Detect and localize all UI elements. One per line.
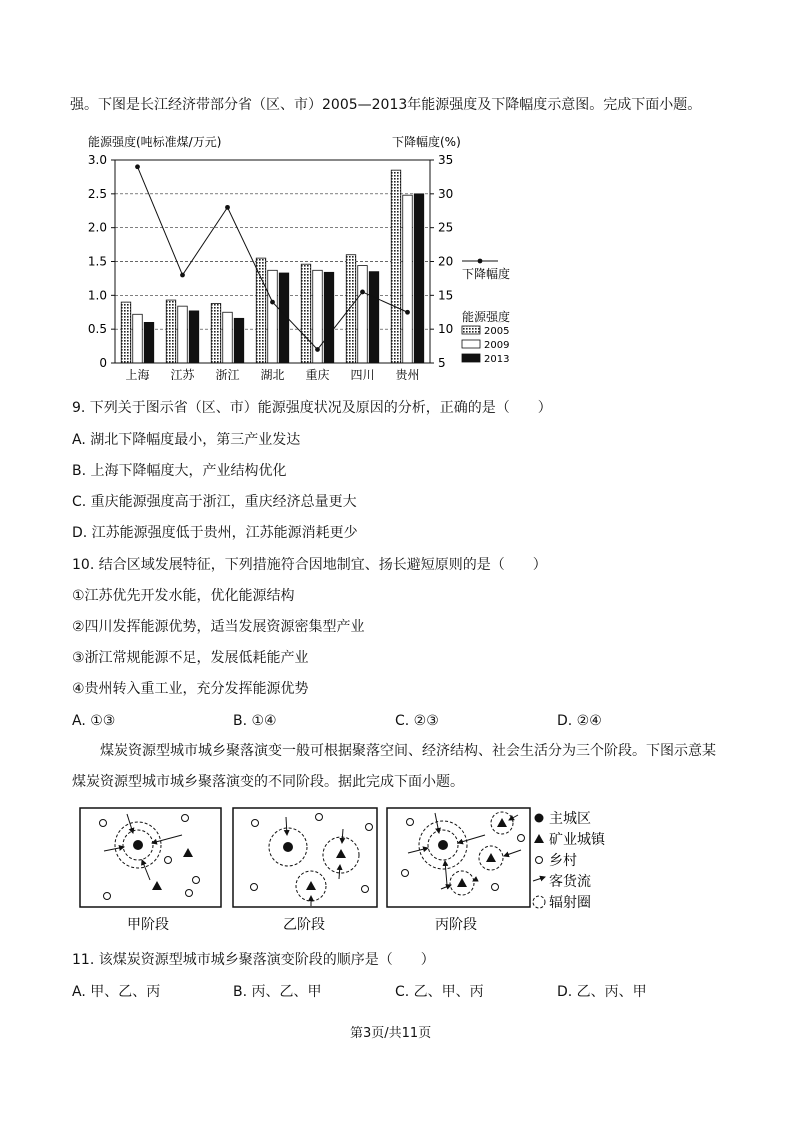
left-tick-label: 2.5 <box>87 186 107 201</box>
page-footer: 第3页/共11页 <box>350 1026 432 1041</box>
category-label: 浙江 <box>215 368 240 380</box>
legend-main-city-icon <box>535 814 544 823</box>
bar-2013-1 <box>189 311 199 363</box>
q11-option-b: B. 丙、乙、甲 <box>233 984 322 1000</box>
bar-2005-5 <box>346 255 356 363</box>
legend-2013-swatch <box>462 354 480 362</box>
right-tick-label: 20 <box>438 254 454 269</box>
q11-stem: 11. 该煤炭资源型城市城乡聚落演变阶段的顺序是（ ） <box>72 952 435 968</box>
bar-2009-5 <box>358 266 368 363</box>
legend-flow-label: 客货流 <box>549 874 591 890</box>
q9-option-c: C. 重庆能源强度高于浙江，重庆经济总量更大 <box>72 494 357 510</box>
stage-jia-label: 甲阶段 <box>127 917 169 933</box>
q10-item-2: ②四川发挥能源优势，适当发展资源密集型产业 <box>72 619 365 635</box>
bar-2009-3 <box>268 270 278 363</box>
bar-2009-6 <box>403 195 413 363</box>
category-label: 湖北 <box>260 368 285 380</box>
right-tick-label: 35 <box>438 153 454 167</box>
stage-yi-panel <box>233 808 377 907</box>
legend-2009-label: 2009 <box>484 340 510 351</box>
right-tick-label: 25 <box>438 220 454 235</box>
legend-radiation-label: 辐射圈 <box>549 895 591 911</box>
decline-point <box>180 273 185 278</box>
bar-2005-1 <box>166 300 176 363</box>
legend-line-marker <box>478 259 483 264</box>
passage-line-2: 煤炭资源型城市城乡聚落演变的不同阶段。据此完成下面小题。 <box>72 774 464 790</box>
bar-2005-0 <box>121 302 131 363</box>
bar-2013-2 <box>234 318 244 363</box>
left-axis-title: 能源强度(吨标准煤/万元) <box>88 135 222 149</box>
legend-flow-icon <box>533 877 545 881</box>
right-tick-label: 30 <box>438 186 454 201</box>
bar-2009-0 <box>133 314 143 363</box>
legend-2013-label: 2013 <box>484 354 510 365</box>
legend-village-icon <box>536 857 543 864</box>
decline-point <box>405 310 410 315</box>
stage-yi-label: 乙阶段 <box>283 917 325 933</box>
bar-2009-1 <box>178 306 188 363</box>
q10-item-1: ①江苏优先开发水能，优化能源结构 <box>72 588 295 604</box>
q11-option-c: C. 乙、甲、丙 <box>395 984 484 1000</box>
q9-option-d: D. 江苏能源强度低于贵州，江苏能源消耗更少 <box>72 525 358 541</box>
right-axis-title: 下降幅度(%) <box>392 135 461 149</box>
left-tick-label: 1.5 <box>87 254 107 269</box>
bar-2005-4 <box>301 264 311 363</box>
bar-2013-4 <box>324 272 334 363</box>
bar-2013-6 <box>414 194 424 363</box>
legend-main-city-label: 主城区 <box>549 811 591 827</box>
legend-line-label: 下降幅度 <box>462 267 511 281</box>
decline-point <box>225 205 230 210</box>
bar-2005-6 <box>391 170 401 363</box>
stage-bing-panel <box>387 808 530 907</box>
q11-option-a: A. 甲、乙、丙 <box>72 984 161 1000</box>
energy-intensity-chart <box>70 130 570 380</box>
category-label: 重庆 <box>305 368 330 380</box>
legend-mining-town-icon <box>534 834 544 843</box>
passage-line-1: 煤炭资源型城市城乡聚落演变一般可根据聚落空间、经济结构、社会生活分为三个阶段。下图示意某 <box>100 743 716 759</box>
q9-option-a: A. 湖北下降幅度最小，第三产业发达 <box>72 432 301 448</box>
category-label: 上海 <box>125 368 150 380</box>
settlement-evolution-diagram <box>75 805 635 935</box>
legend-radiation-icon <box>533 896 545 908</box>
legend-2009-swatch <box>462 340 480 348</box>
q10-option-c: C. ②③ <box>395 713 439 729</box>
legend-village-label: 乡村 <box>549 853 577 869</box>
legend-mining-town-label: 矿业城镇 <box>549 832 605 848</box>
left-tick-label: 0 <box>99 356 107 370</box>
q10-item-4: ④贵州转入重工业，充分发挥能源优势 <box>72 681 309 697</box>
left-tick-label: 2.0 <box>87 220 107 235</box>
q10-stem: 10. 结合区域发展特征，下列措施符合因地制宜、扬长避短原则的是（ ） <box>72 557 547 573</box>
legend-bar-title: 能源强度 <box>462 310 511 324</box>
bar-2013-0 <box>144 322 154 363</box>
q10-option-b: B. ①④ <box>233 713 277 729</box>
left-tick-label: 0.5 <box>87 322 107 337</box>
legend-2005-label: 2005 <box>484 326 510 337</box>
legend-2005-swatch <box>462 326 480 334</box>
q9-stem: 9. 下列关于图示省（区、市）能源强度状况及原因的分析，正确的是（ ） <box>72 400 552 416</box>
category-label: 四川 <box>350 368 375 380</box>
right-tick-label: 5 <box>438 356 446 370</box>
category-label: 江苏 <box>170 368 195 380</box>
q9-option-b: B. 上海下降幅度大，产业结构优化 <box>72 463 287 479</box>
decline-point <box>135 164 140 169</box>
bar-2005-2 <box>211 303 221 363</box>
q10-item-3: ③浙江常规能源不足，发展低耗能产业 <box>72 650 309 666</box>
right-tick-label: 10 <box>438 322 454 337</box>
right-tick-label: 15 <box>438 288 454 303</box>
decline-point <box>360 290 365 295</box>
decline-point <box>315 347 320 352</box>
category-label: 贵州 <box>395 368 420 380</box>
q10-option-d: D. ②④ <box>557 713 602 729</box>
bar-2009-2 <box>223 312 233 363</box>
stage-bing-label: 丙阶段 <box>435 917 477 933</box>
bar-2013-5 <box>369 272 379 363</box>
decline-point <box>270 300 275 305</box>
q10-option-a: A. ①③ <box>72 713 116 729</box>
stage-jia-panel <box>80 808 221 907</box>
bar-2005-3 <box>256 258 266 363</box>
q11-option-d: D. 乙、丙、甲 <box>557 984 647 1000</box>
intro-text: 强。下图是长江经济带部分省（区、市）2005—2013年能源强度及下降幅度示意图。完成下面小题。 <box>70 97 702 113</box>
left-tick-label: 1.0 <box>87 288 107 303</box>
left-tick-label: 3.0 <box>87 153 107 167</box>
